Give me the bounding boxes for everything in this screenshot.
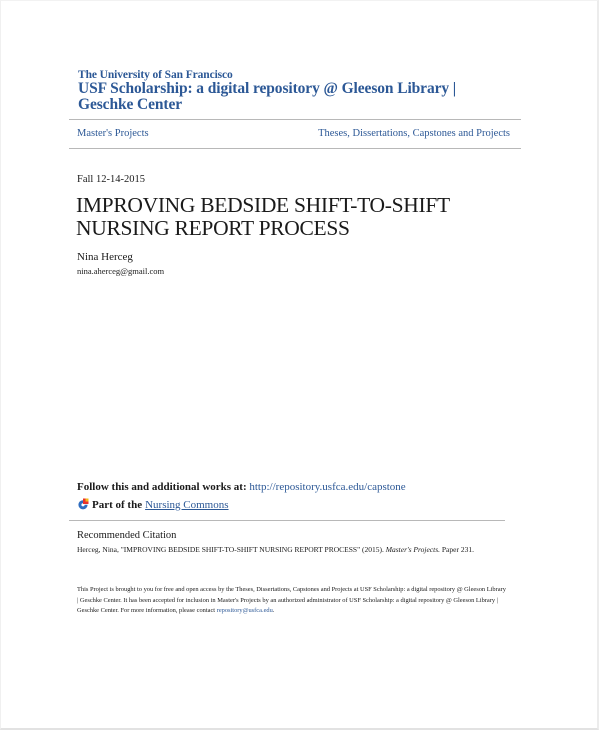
theses-collection-link[interactable]: Theses, Dissertations, Capstones and Projects xyxy=(318,128,510,139)
header-divider-top xyxy=(69,119,521,120)
citation-prefix: Herceg, Nina, "IMPROVING BEDSIDE SHIFT-TO-SHIFT NURSING REPORT PROCESS" (2015). xyxy=(77,545,384,554)
access-statement xyxy=(77,585,507,617)
header-divider-bottom xyxy=(69,148,521,149)
access-statement-end: . xyxy=(272,607,275,614)
part-of-label: Part of the xyxy=(92,498,143,511)
follow-line xyxy=(77,481,406,493)
digital-commons-icon xyxy=(77,498,89,511)
repository-title-line1: USF Scholarship: a digital repository @ Gleeson Library | xyxy=(78,80,457,97)
access-statement-text: This Project is brought to you for free and open access by the Theses, Dissertations, Capstones and Projects at USF Scholarship: a digital repository @ Gleeson Library | Geschke Center. It has been accepted for inclusion in Master's Projects by an authorized administrator of USF Scholarship: a digital repository @ Gleeson Library | Geschke Center. For more information, please contact xyxy=(77,586,506,614)
follow-label: Follow this and additional works at: xyxy=(77,481,247,493)
repository-url-link[interactable]: http://repository.usfca.edu/capstone xyxy=(249,481,406,493)
part-of-line xyxy=(77,498,229,511)
author-email: nina.aherceg@gmail.com xyxy=(77,266,165,276)
citation-text xyxy=(77,545,474,554)
document-title-line1: IMPROVING BEDSIDE SHIFT-TO-SHIFT xyxy=(76,193,450,217)
publication-date: Fall 12-14-2015 xyxy=(77,174,145,185)
recommended-citation-heading: Recommended Citation xyxy=(77,530,177,541)
document-title-line2: NURSING REPORT PROCESS xyxy=(76,216,350,240)
citation-series: Master's Projects. xyxy=(385,545,440,554)
citation-divider xyxy=(69,520,505,521)
contact-email-link[interactable]: repository@usfca.edu xyxy=(216,607,273,614)
repository-title-line2: Geschke Center xyxy=(78,96,183,113)
repository-title xyxy=(78,81,456,113)
citation-paper: Paper 231. xyxy=(441,545,474,554)
author-name: Nina Herceg xyxy=(77,251,133,263)
document-title xyxy=(76,194,450,240)
university-name: The University of San Francisco xyxy=(78,69,233,81)
nursing-commons-link[interactable]: Nursing Commons xyxy=(145,498,229,511)
masters-projects-link[interactable]: Master's Projects xyxy=(77,128,149,139)
